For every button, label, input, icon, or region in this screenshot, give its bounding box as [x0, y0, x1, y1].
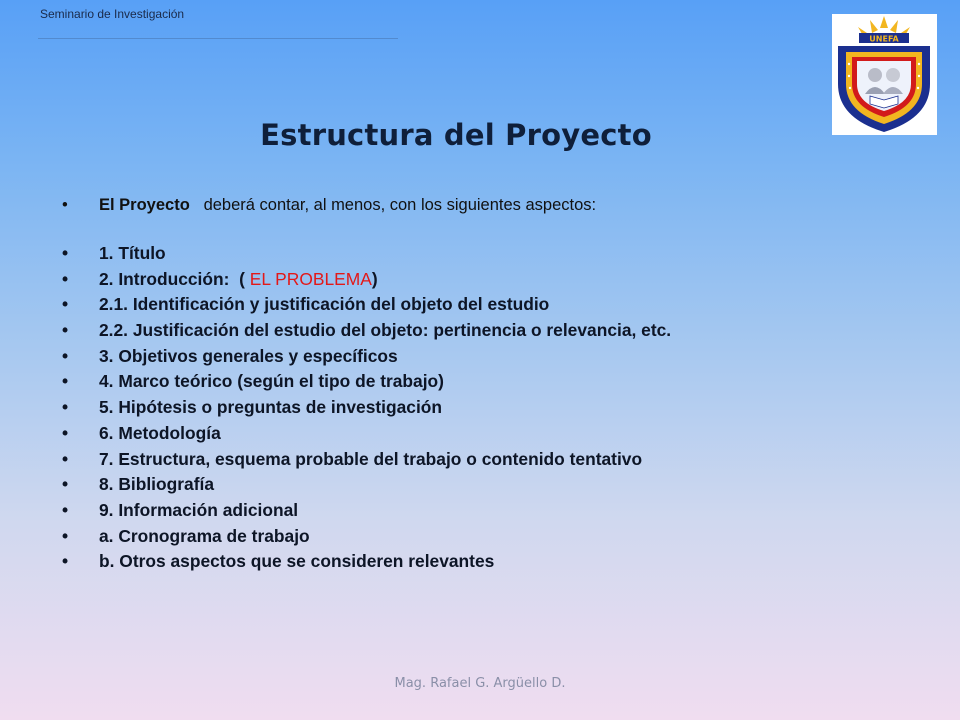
list-item: • 2. Introducción: ( EL PROBLEMA): [62, 267, 671, 293]
list-item: • 5. Hipótesis o preguntas de investigación: [62, 395, 671, 421]
bullet-icon: •: [62, 268, 69, 289]
header-label: Seminario de Investigación: [40, 7, 185, 21]
bullet-icon: •: [62, 422, 69, 443]
logo-acronym: UNEFA: [869, 34, 899, 44]
list-item: • 3. Objetivos generales y específicos: [62, 344, 671, 370]
bullet-icon: •: [62, 243, 69, 263]
bullet-icon: •: [62, 345, 69, 366]
list-item: • 9. Información adicional: [62, 498, 671, 524]
university-logo: [832, 14, 937, 135]
list-item: • b. Otros aspectos que se consideren relevantes: [62, 549, 671, 575]
slide-title: Estructura del Proyecto: [260, 118, 652, 152]
aspects-list: [62, 241, 671, 575]
bullet-icon: •: [62, 525, 69, 546]
bullet-icon: •: [62, 397, 69, 418]
list-item: • 7. Estructura, esquema probable del trabajo o contenido tentativo: [62, 447, 671, 473]
list-item: • 2.1. Identificación y justificación del objeto del estudio: [62, 292, 671, 318]
list-item: • 2.2. Justificación del estudio del objeto: pertinencia o relevancia, etc.: [62, 318, 671, 344]
list-item: • 8. Bibliografía: [62, 472, 671, 498]
intro-line: [62, 196, 596, 215]
bullet-icon: •: [62, 448, 69, 469]
header-divider: [38, 38, 398, 39]
bullet-icon: •: [62, 551, 69, 572]
list-item: • 1. Título: [62, 241, 671, 267]
list-item: • 4. Marco teórico (según el tipo de trabajo): [62, 369, 671, 395]
intro-text: deberá contar, al menos, con los siguientes aspectos:: [203, 196, 597, 214]
bullet-icon: •: [62, 474, 69, 495]
bullet-icon: •: [62, 499, 69, 520]
list-item: • a. Cronograma de trabajo: [62, 524, 671, 550]
bullet-icon: •: [62, 196, 68, 214]
intro-bold: El Proyecto: [99, 196, 190, 214]
list-item: • 6. Metodología: [62, 421, 671, 447]
bullet-icon: •: [62, 294, 69, 315]
highlight-text: EL PROBLEMA: [249, 268, 372, 289]
bullet-icon: •: [62, 320, 69, 341]
footer-author: Mag. Rafael G. Argüello D.: [394, 676, 566, 691]
bullet-icon: •: [62, 371, 69, 392]
crest-icon: [832, 14, 937, 135]
